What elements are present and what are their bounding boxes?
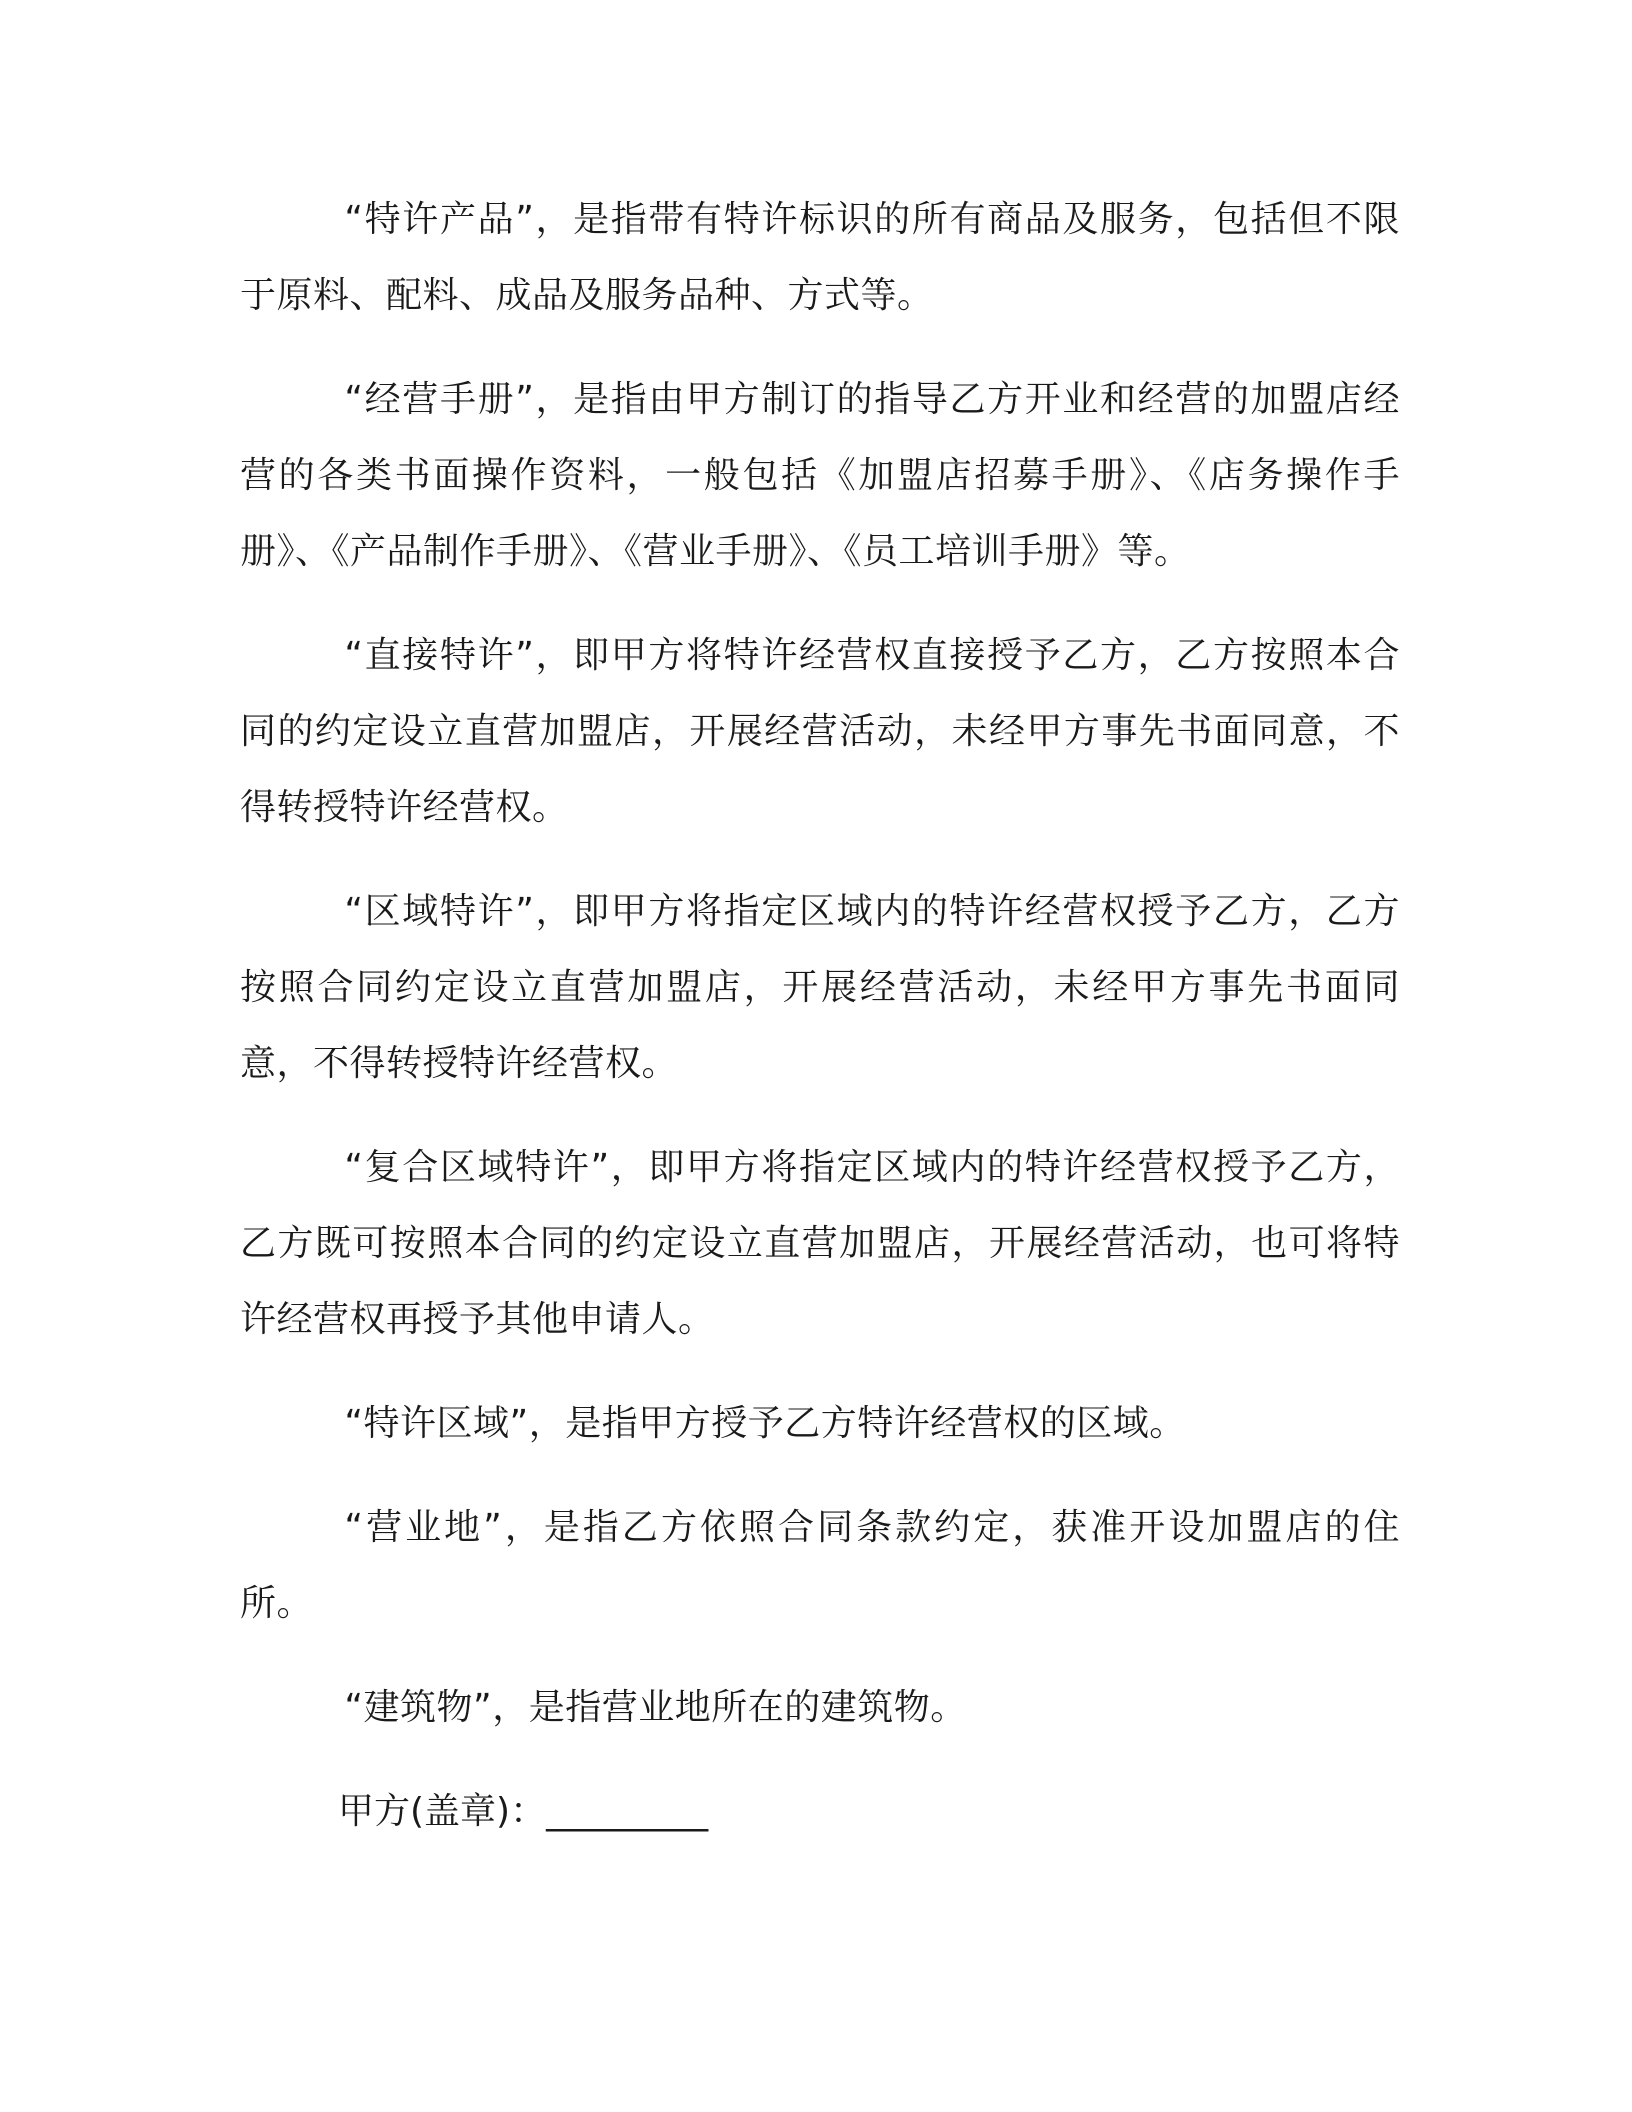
paragraph-franchise-area: “特许区域”，是指甲方授予乙方特许经营权的区域。 [344,1403,1186,1444]
paragraph-business-location: “营业地”，是指乙方依照合同条款约定，获准开设加盟店的住所。 [240,1507,1400,1624]
paragraph-operations-manual: “经营手册”，是指由甲方制订的指导乙方开业和经营的加盟店经营的各类书面操作资料，一般包括《加盟店招募手册》、《店务操作手册》、《产品制作手册》、《营业手册》、《员工培训手册》等。 [240,379,1400,572]
paragraph-building: “建筑物”，是指营业地所在的建筑物。 [344,1687,967,1728]
party-a-signature-line: 甲方(盖章)：_________ [338,1791,709,1832]
paragraph-franchise-products: “特许产品”，是指带有特许标识的所有商品及服务，包括但不限于原料、配料、成品及服务品种、方式等。 [240,199,1400,316]
document-body [240,182,1400,1850]
paragraph-direct-franchise: “直接特许”，即甲方将特许经营权直接授予乙方，乙方按照本合同的约定设立直营加盟店，开展经营活动，未经甲方事先书面同意，不得转授特许经营权。 [240,635,1400,828]
paragraph-regional-franchise: “区域特许”，即甲方将指定区域内的特许经营权授予乙方，乙方按照合同约定设立直营加盟店，开展经营活动，未经甲方事先书面同意，不得转授特许经营权。 [240,891,1400,1084]
paragraph-compound-regional-franchise: “复合区域特许”，即甲方将指定区域内的特许经营权授予乙方，乙方既可按照本合同的约定设立直营加盟店，开展经营活动，也可将特许经营权再授予其他申请人。 [240,1147,1400,1340]
